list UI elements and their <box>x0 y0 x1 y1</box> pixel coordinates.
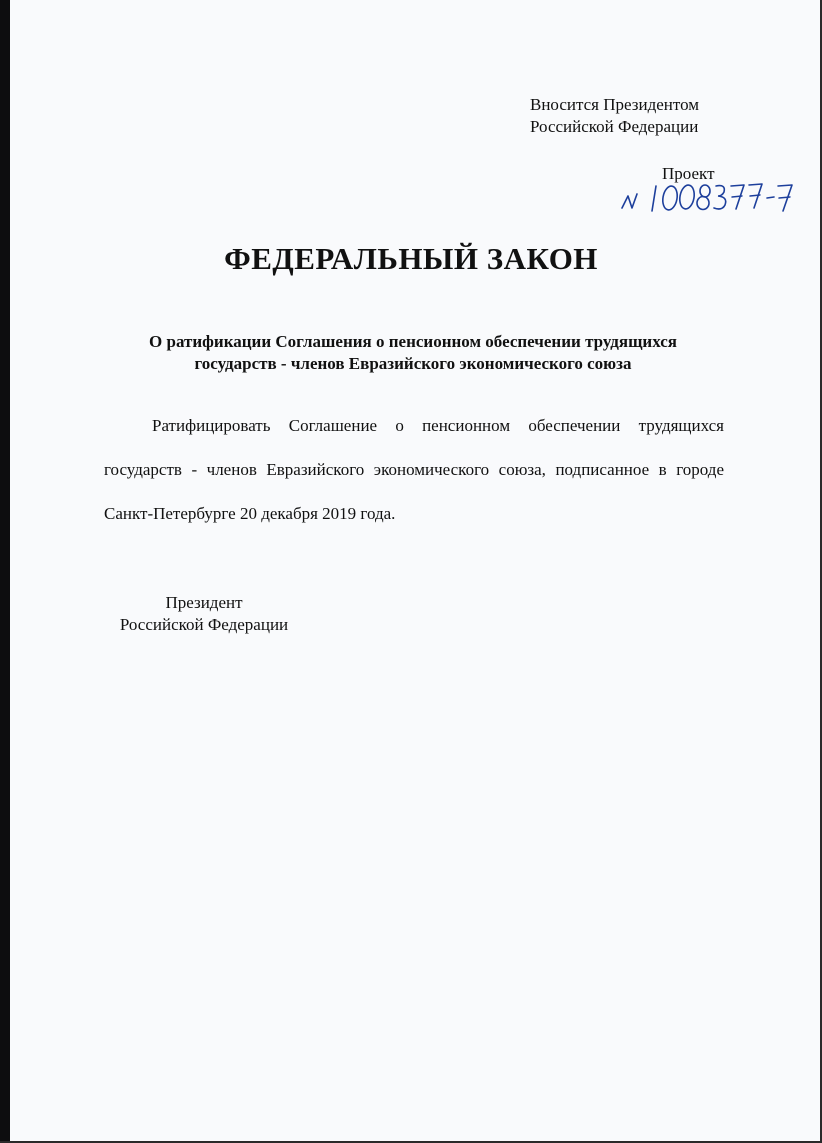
scan-left-border <box>0 0 10 1143</box>
signature-line-2: Российской Федерации <box>119 615 289 634</box>
signature-block <box>104 592 304 636</box>
submitter-line-1: Вносится Президентом <box>530 95 700 114</box>
signature-line-1: Президент <box>165 593 243 612</box>
law-title: ФЕДЕРАЛЬНЫЙ ЗАКОН <box>224 241 598 276</box>
submitter-block <box>530 94 750 138</box>
project-label: Проект <box>662 164 715 183</box>
submitter-line-2: Российской Федерации <box>530 117 699 136</box>
handwritten-registration-number <box>618 178 796 218</box>
law-body-text: Ратифицировать Соглашение о пенсионном обеспечении трудящихся государств - членов Евразийского экономического союза, подписанное в городе Санкт-Петербурге 20 декабря 2019 года. <box>104 416 724 523</box>
law-subject-line-2: государств - членов Евразийского экономического союза <box>194 354 632 373</box>
law-subject-line-1: О ратификации Соглашения о пенсионном обеспечении трудящихся <box>149 332 677 351</box>
law-subject <box>104 331 722 375</box>
